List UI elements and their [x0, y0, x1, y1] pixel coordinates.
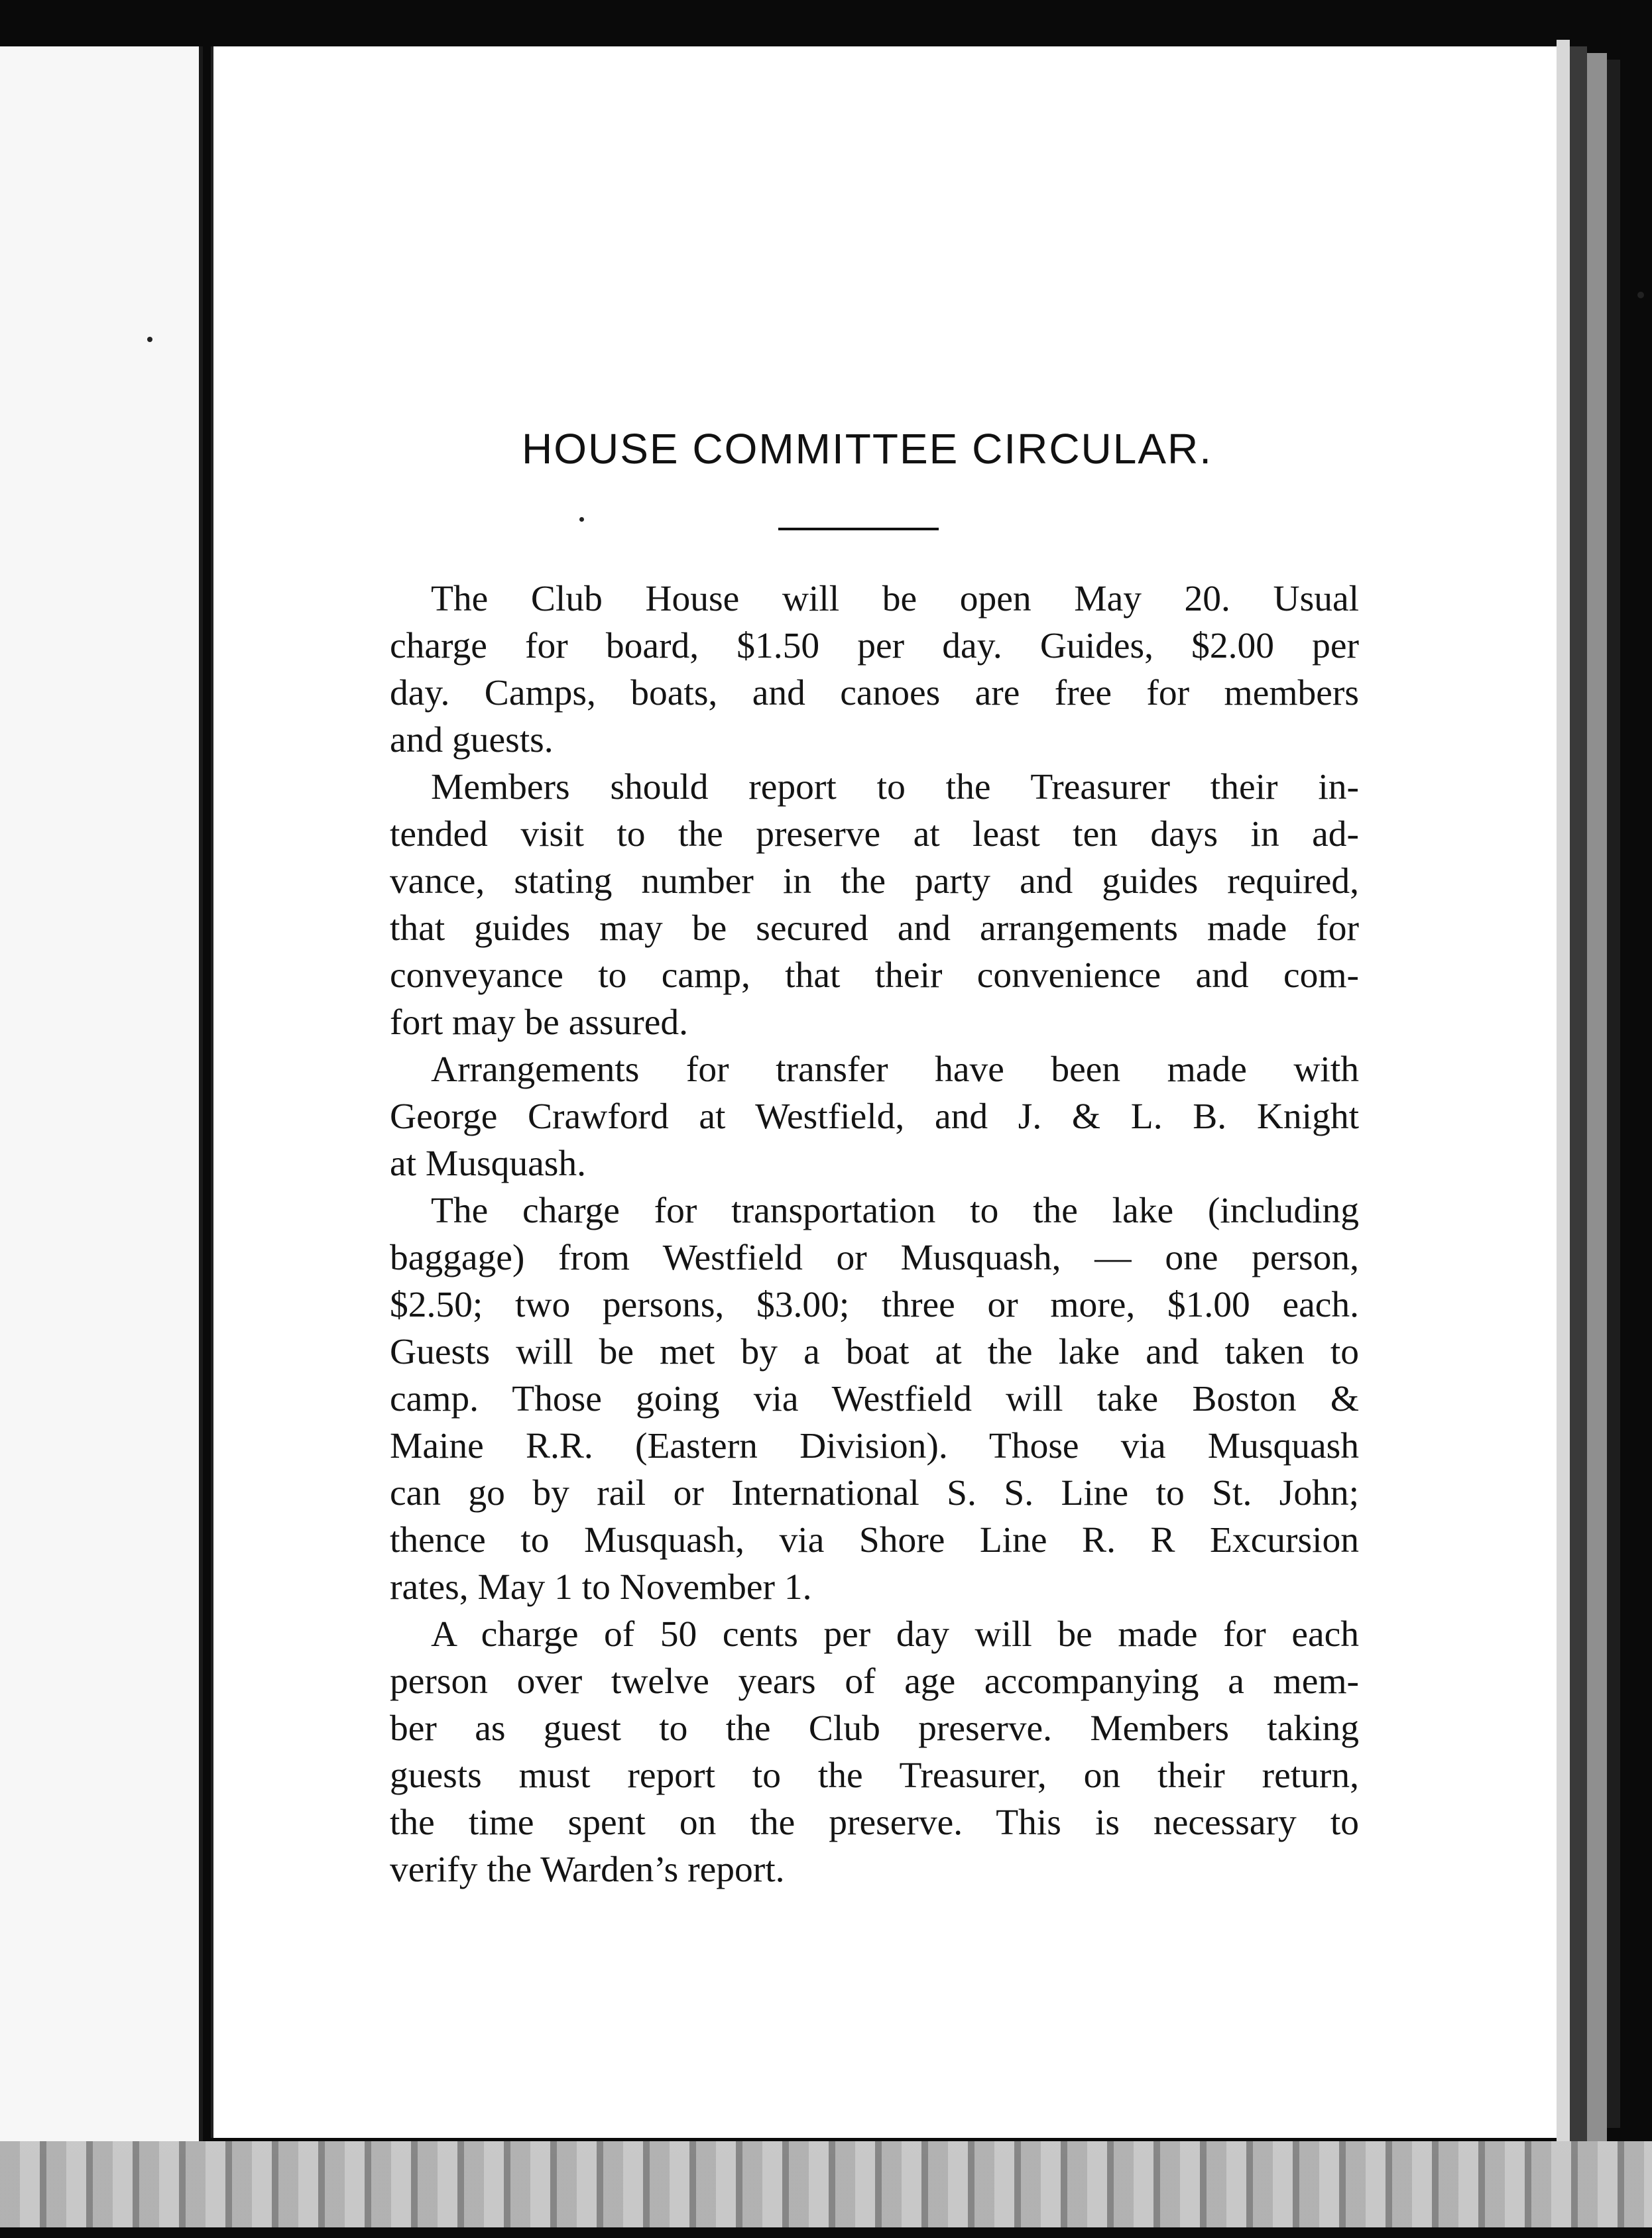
paragraph-guest-charge [390, 1611, 1359, 1893]
text-line: thence to Musquash, via Shore Line R. R Excursion [390, 1520, 1359, 1561]
text-line: guests must report to the Treasurer, on their return, [390, 1755, 1359, 1796]
text-line: The Club House will be open May 20. Usual [431, 579, 1359, 619]
page-edge-strip [1570, 46, 1587, 2148]
speck-mark [1637, 292, 1644, 298]
text-line: rates, May 1 to November 1. [390, 1567, 812, 1608]
text-line: that guides may be secured and arrangements made for [390, 908, 1359, 949]
text-line: vance, stating number in the party and guides required, [390, 861, 1359, 902]
heading-rule [778, 528, 939, 530]
text-line: person over twelve years of age accompanying a mem- [390, 1661, 1359, 1702]
text-line: conveyance to camp, that their convenience and com- [390, 955, 1359, 996]
text-line: Members should report to the Treasurer their in- [431, 767, 1359, 807]
text-line: The charge for transportation to the lake (including [431, 1191, 1359, 1231]
circular-body [390, 575, 1359, 1893]
text-line: charge for board, $1.50 per day. Guides, $2.00 per [390, 626, 1359, 666]
text-line: at Musquash. [390, 1144, 586, 1184]
speck-mark [579, 517, 584, 522]
page-edge-strip [1607, 60, 1620, 2128]
text-line: $2.50; two persons, $3.00; three or more, $1.00 each. [390, 1285, 1359, 1325]
text-line: ber as guest to the Club preserve. Members taking [390, 1708, 1359, 1749]
text-line: Arrangements for transfer have been made with [431, 1049, 1359, 1090]
text-line: the time spent on the preserve. This is necessary to [390, 1802, 1359, 1843]
speck-mark [147, 337, 152, 342]
text-line: George Crawford at Westfield, and J. & L. B. Knight [390, 1096, 1359, 1137]
page-edge-strip [1557, 40, 1570, 2148]
text-line: and guests. [390, 720, 554, 760]
text-line: A charge of 50 cents per day will be made for each [431, 1614, 1359, 1655]
text-line: verify the Warden’s report. [390, 1850, 785, 1890]
paragraph-transportation [390, 1187, 1359, 1611]
bottom-page-edges [0, 2141, 1652, 2227]
text-line: can go by rail or International S. S. Line to St. John; [390, 1473, 1359, 1513]
text-line: day. Camps, boats, and canoes are free for members [390, 673, 1359, 713]
text-line: fort may be assured. [390, 1002, 689, 1043]
paragraph-transfer [390, 1046, 1359, 1187]
paragraph-report-visit [390, 764, 1359, 1046]
page-edge-strip [1587, 53, 1607, 2141]
page-heading: HOUSE COMMITTEE CIRCULAR. [521, 425, 1213, 473]
facing-page-edge [0, 46, 203, 2148]
text-line: camp. Those going via Westfield will take Boston & [390, 1379, 1359, 1419]
text-line: Guests will be met by a boat at the lake and taken to [390, 1332, 1359, 1372]
text-line: tended visit to the preserve at least ten days in ad- [390, 814, 1359, 854]
text-line: Maine R.R. (Eastern Division). Those via Musquash [390, 1426, 1359, 1466]
text-line: baggage) from Westfield or Musquash, — one person, [390, 1238, 1359, 1278]
paragraph-opening-info [390, 575, 1359, 764]
